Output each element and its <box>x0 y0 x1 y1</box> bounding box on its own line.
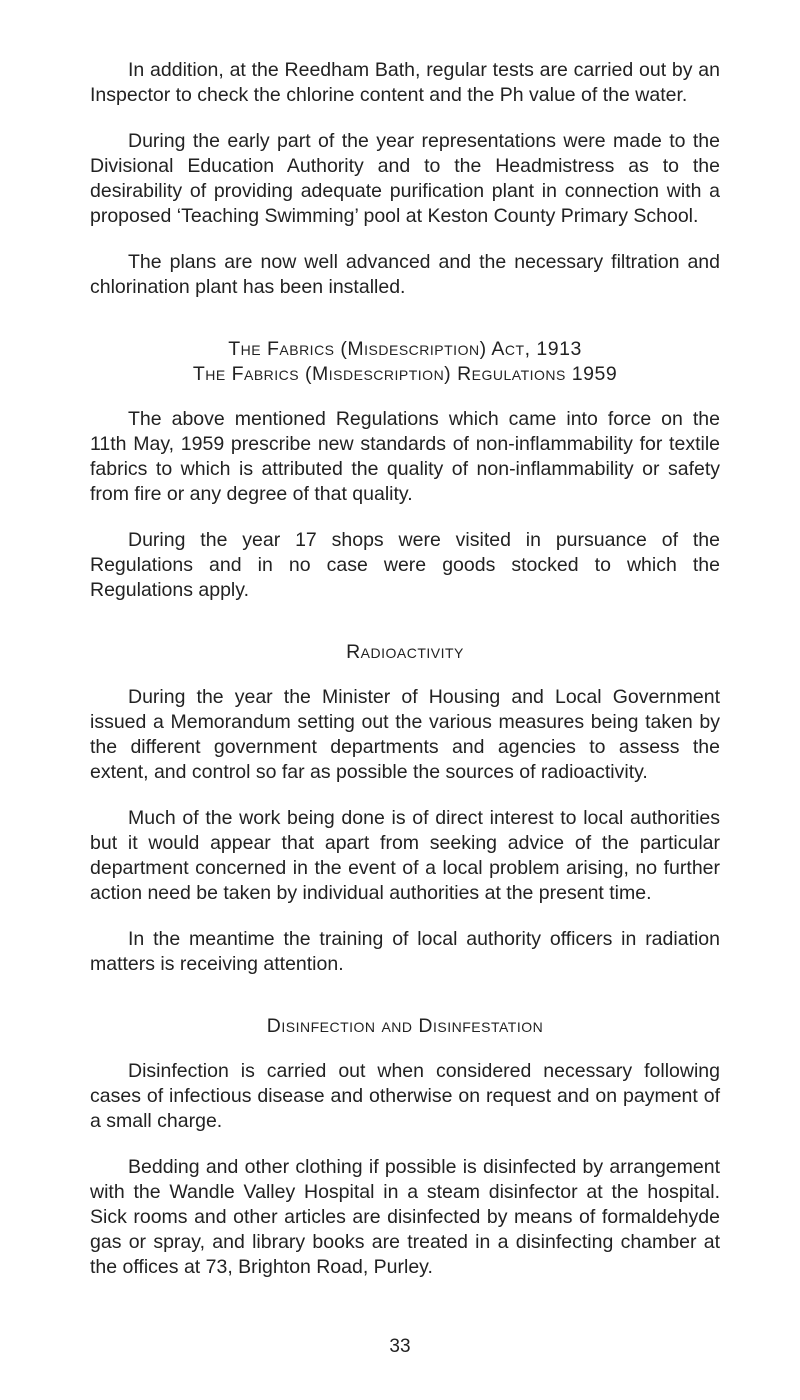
heading-fabrics-act: The Fabrics (Misdescription) Act, 1913 <box>228 338 582 360</box>
paragraph-disinfection-carried-out: Disinfection is carried out when considered necessary following cases of infectious disease and otherwise on request and on payment of a small charge. <box>90 1060 720 1132</box>
paragraph-representations: During the early part of the year representations were made to the Divisional Education Authority and to the Headmistress as to the desirability of providing adequate purification plant in connection with a proposed ‘Teaching Swimming’ pool at Keston County Primary School. <box>90 130 720 227</box>
page-number: 33 <box>389 1336 411 1357</box>
paragraph-fabrics-shops: During the year 17 shops were visited in pursuance of the Regulations and in no case were goods stocked to which the Regulations apply. <box>90 529 720 601</box>
heading-disinfection: Disinfection and Disinfestation <box>266 1015 544 1037</box>
paragraph-plans: The plans are now well advanced and the necessary filtration and chlorination plant has been installed. <box>90 251 720 298</box>
heading-radioactivity: Radioactivity <box>346 641 464 663</box>
paragraph-radioactivity-work: Much of the work being done is of direct interest to local authorities but it would appear that apart from seeking advice of the particular department concerned in the event of a local problem arising, no further action need be taken by individual authorities at the present time. <box>90 807 720 904</box>
paragraph-radioactivity-training: In the meantime the training of local authority officers in radiation matters is receiving attention. <box>90 928 720 975</box>
paragraph-reedham-bath: In addition, at the Reedham Bath, regular tests are carried out by an Inspector to check the chlorine content and the Ph value of the water. <box>90 59 720 106</box>
paragraph-radioactivity-memorandum: During the year the Minister of Housing and Local Government issued a Memorandum setting out the various measures being taken by the different government departments and agencies to assess the extent, and control so far as possible the sources of radioactivity. <box>90 686 720 783</box>
heading-fabrics-regulations: The Fabrics (Misdescription) Regulations 1959 <box>192 363 618 385</box>
paragraph-disinfection-bedding: Bedding and other clothing if possible is disinfected by arrangement with the Wandle Valley Hospital in a steam disinfector at the hospital. Sick rooms and other articles are disinfected by means of formaldehyde gas or spray, and library books are treated in a disinfecting chamber at the offices at 73, Brighton Road, Purley. <box>90 1156 720 1278</box>
document-page <box>90 58 720 1301</box>
paragraph-fabrics-regulations: The above mentioned Regulations which came into force on the 11th May, 1959 prescribe new standards of non-inflammability for textile fabrics to which is attributed the quality of non-inflammability or safety from fire or any degree of that quality. <box>90 408 720 505</box>
